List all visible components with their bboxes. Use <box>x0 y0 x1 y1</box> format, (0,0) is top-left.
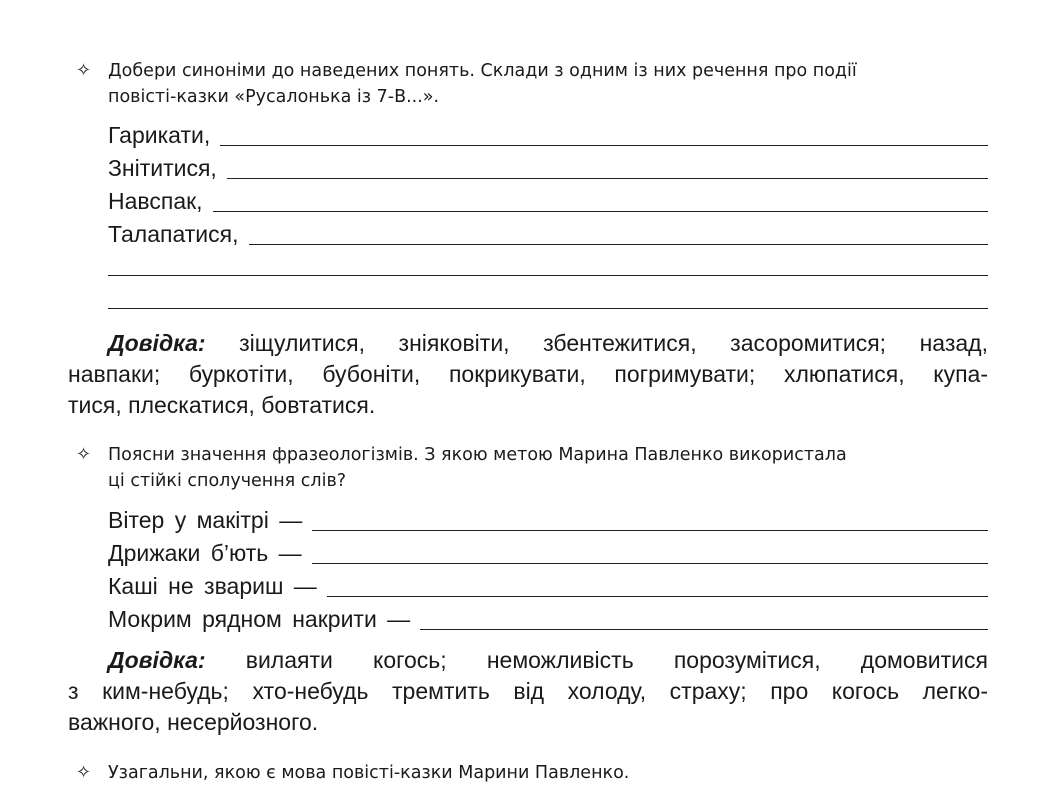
idiom: Мокрим рядном накрити — <box>108 606 411 632</box>
reference-2-line-2: з ким-небудь; хто-небудь тремтить від холоду, страху; про когось легко- <box>68 678 988 704</box>
synonym-word: Навспак, <box>108 188 203 214</box>
synonym-word: Гарикати, <box>108 122 211 148</box>
idiom: Дрижаки б’ють — <box>108 540 302 566</box>
idiom: Каші не звариш — <box>108 573 317 599</box>
task-1-answer-row[interactable] <box>108 217 988 247</box>
task-2-text-line-2: ці стійкі сполучення слів? <box>108 471 347 491</box>
task-1-answer-row[interactable] <box>108 118 988 148</box>
answer-line[interactable] <box>249 224 989 245</box>
reference-1-line-3: тися, плескатися, бовтатися. <box>68 392 376 418</box>
sentence-answer-line[interactable] <box>108 275 988 276</box>
task-2-answer-row[interactable] <box>108 536 988 566</box>
answer-line[interactable] <box>220 125 988 146</box>
task-1-instruction <box>76 58 988 110</box>
idiom: Вітер у макітрі — <box>108 507 303 533</box>
answer-line[interactable] <box>312 510 988 531</box>
reference-1-text: зіщулитися, зніяковіти, збентежитися, засоромитися; назад, <box>239 330 988 356</box>
reference-1-line-1 <box>68 328 988 359</box>
task-1-text-line-2: повісті-казки «Русалонька із 7-В...». <box>108 87 440 107</box>
diamond-bullet-icon: ✧ <box>76 762 92 783</box>
task-2-answer-row[interactable] <box>108 569 988 599</box>
reference-2-text: вилаяти когось; неможливість порозумітися, домовитися <box>245 647 988 673</box>
answer-line[interactable] <box>420 609 988 630</box>
reference-2-line-3: важного, несерйозного. <box>68 709 319 735</box>
answer-line[interactable] <box>312 543 988 564</box>
task-2-instruction <box>76 442 988 494</box>
synonym-word: Талапатися, <box>108 221 239 247</box>
task-2-answer-row[interactable] <box>108 602 988 632</box>
reference-heading: Довідка: <box>108 330 206 356</box>
diamond-bullet-icon: ✧ <box>76 60 92 81</box>
answer-line[interactable] <box>327 576 988 597</box>
reference-2 <box>68 645 988 738</box>
reference-1-line-2: навпаки; буркотіти, бубоніти, покрикувати, погримувати; хлюпатися, купа- <box>68 361 988 387</box>
answer-line[interactable] <box>227 158 988 179</box>
reference-1 <box>68 328 988 421</box>
diamond-bullet-icon: ✧ <box>76 444 92 465</box>
reference-2-line-1 <box>68 645 988 676</box>
task-2-answer-row[interactable] <box>108 503 988 533</box>
answer-line[interactable] <box>213 191 988 212</box>
task-3-text-line-1: Узагальни, якою є мова повісті-казки Марини Павленко. <box>108 763 630 783</box>
reference-heading: Довідка: <box>108 647 206 673</box>
task-1-answer-row[interactable] <box>108 151 988 181</box>
task-2-text-line-1: Поясни значення фразеологізмів. З якою метою Марина Павленко використала <box>108 445 847 465</box>
task-1-answer-row[interactable] <box>108 184 988 214</box>
task-1-text-line-1: Добери синоніми до наведених понять. Склади з одним із них речення про події <box>108 61 857 81</box>
sentence-answer-line[interactable] <box>108 308 988 309</box>
synonym-word: Знітитися, <box>108 155 217 181</box>
task-3-instruction <box>76 760 988 786</box>
